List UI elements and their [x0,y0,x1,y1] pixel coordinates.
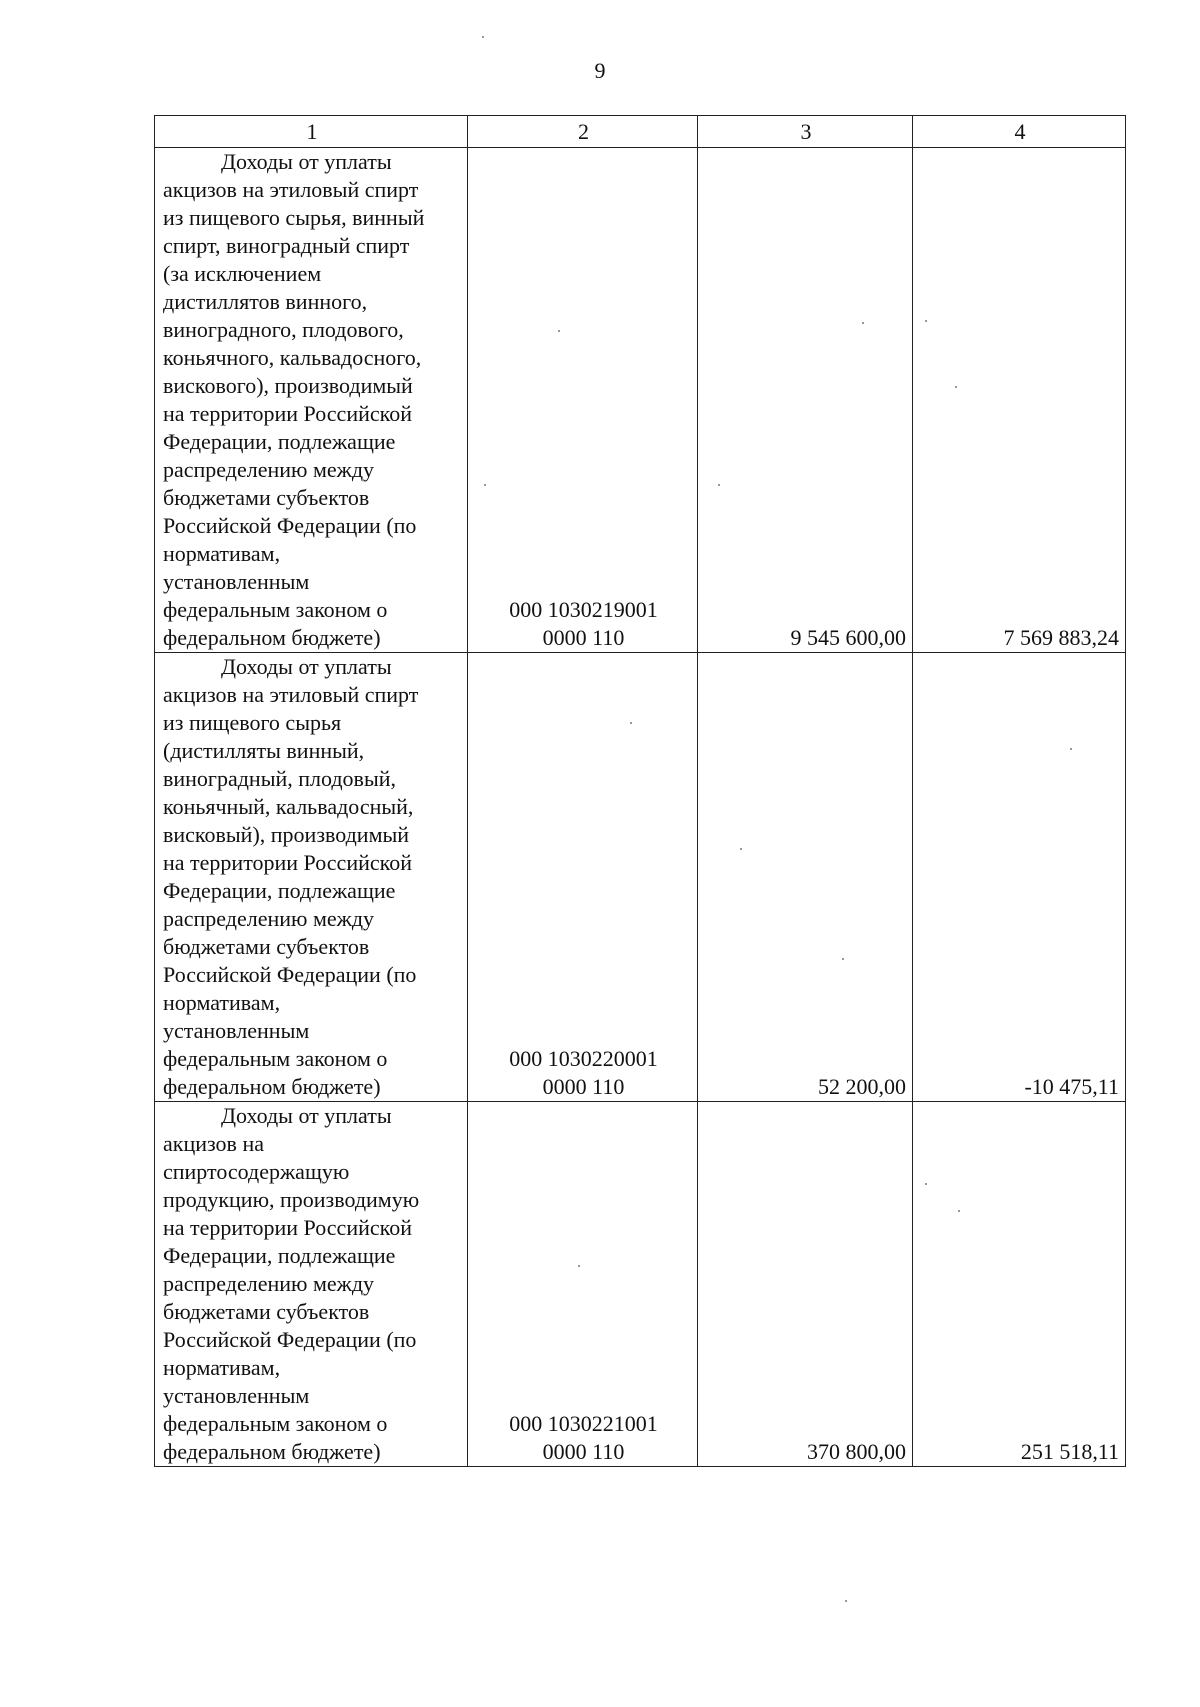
description-line: виноградного, плодового, [163,317,404,342]
description-line: коньячный, кальвадосный, [163,794,414,819]
plan-amount-cell: 370 800,00 [698,1102,913,1467]
description-line: (за исключением [163,261,322,286]
scan-speck [862,322,864,324]
description-line: нормативам, [163,1355,281,1380]
description-line: акцизов на этиловый спирт [163,177,419,202]
description-line: федеральном бюджете) [163,1439,381,1464]
description-line: Российской Федерации (по [163,1327,417,1352]
table-body [155,148,1126,1467]
budget-code-line: 0000 110 [542,1074,625,1099]
description-line: бюджетами субъектов [163,934,370,959]
description-line: федеральным законом о [163,1411,388,1436]
plan-amount-cell: 9 545 600,00 [698,148,913,653]
scan-speck [845,1600,847,1602]
description-line: Федерации, подлежащие [163,878,396,903]
actual-amount-cell: -10 475,11 [913,653,1126,1102]
budget-code-cell [468,148,698,653]
budget-code-line: 0000 110 [542,1439,625,1464]
scan-speck [958,1210,960,1212]
budget-code-line: 000 1030221001 [509,1411,658,1436]
budget-code-line: 000 1030220001 [509,1046,658,1071]
table-row [155,148,1126,653]
description-line: установленным [163,1018,310,1043]
revenue-table [154,115,1126,1467]
description-line: акцизов на [163,1131,264,1156]
description-line: виноградный, плодовый, [163,766,396,791]
revenue-description-cell [155,148,468,653]
description-line: продукцию, производимую [163,1187,420,1212]
description-line: висковый), производимый [163,822,410,847]
description-line: установленным [163,569,310,594]
actual-amount-cell: 7 569 883,24 [913,148,1126,653]
description-line: на территории Российской [163,850,412,875]
description-line: из пищевого сырья [163,710,342,735]
description-line: спирт, виноградный спирт [163,233,410,258]
scan-speck [484,484,486,486]
description-line: Доходы от уплаты [221,149,392,174]
description-line: на территории Российской [163,401,412,426]
column-header-4: 4 [913,116,1126,148]
scan-speck [578,1265,580,1267]
description-line: бюджетами субъектов [163,485,370,510]
revenue-description-cell [155,1102,468,1467]
scan-speck [955,386,957,388]
description-line: коньячного, кальвадосного, [163,345,422,370]
description-line: (дистилляты винный, [163,738,365,763]
description-line: на территории Российской [163,1215,412,1240]
description-line: федеральном бюджете) [163,625,381,650]
scan-speck [482,36,484,38]
description-line: бюджетами субъектов [163,1299,370,1324]
budget-code-line: 000 1030219001 [509,597,658,622]
actual-amount-cell: 251 518,11 [913,1102,1126,1467]
description-line: нормативам, [163,541,281,566]
budget-code-line: 0000 110 [542,625,625,650]
description-line: спиртосодержащую [163,1159,350,1184]
scan-speck [718,484,720,486]
scan-speck [1070,748,1072,750]
description-line: из пищевого сырья, винный [163,205,425,230]
budget-code-cell [468,1102,698,1467]
header-row [155,116,1126,148]
description-line: федеральным законом о [163,1046,388,1071]
description-line: федеральном бюджете) [163,1074,381,1099]
description-line: Доходы от уплаты [221,1103,392,1128]
description-line: Федерации, подлежащие [163,1243,396,1268]
scan-speck [558,330,560,332]
description-line: дистиллятов винного, [163,289,368,314]
scan-speck [630,722,632,724]
table-row [155,1102,1126,1467]
revenue-description-cell [155,653,468,1102]
description-line: федеральным законом о [163,597,388,622]
description-line: нормативам, [163,990,281,1015]
description-line: распределению между [163,457,375,482]
description-line: распределению между [163,906,375,931]
scan-speck [842,958,844,960]
description-line: акцизов на этиловый спирт [163,682,419,707]
scan-speck [925,1183,927,1185]
description-line: Доходы от уплаты [221,654,392,679]
column-header-2: 2 [468,116,698,148]
column-header-1: 1 [155,116,468,148]
plan-amount-cell: 52 200,00 [698,653,913,1102]
description-line: установленным [163,1383,310,1408]
description-line: распределению между [163,1271,375,1296]
scan-speck [740,848,742,850]
description-line: Российской Федерации (по [163,513,417,538]
budget-code-cell [468,653,698,1102]
description-line: Российской Федерации (по [163,962,417,987]
column-header-3: 3 [698,116,913,148]
description-line: Федерации, подлежащие [163,429,396,454]
scan-speck [925,320,927,322]
description-line: вискового), производимый [163,373,413,398]
page-number: 9 [594,58,606,83]
table-row [155,653,1126,1102]
